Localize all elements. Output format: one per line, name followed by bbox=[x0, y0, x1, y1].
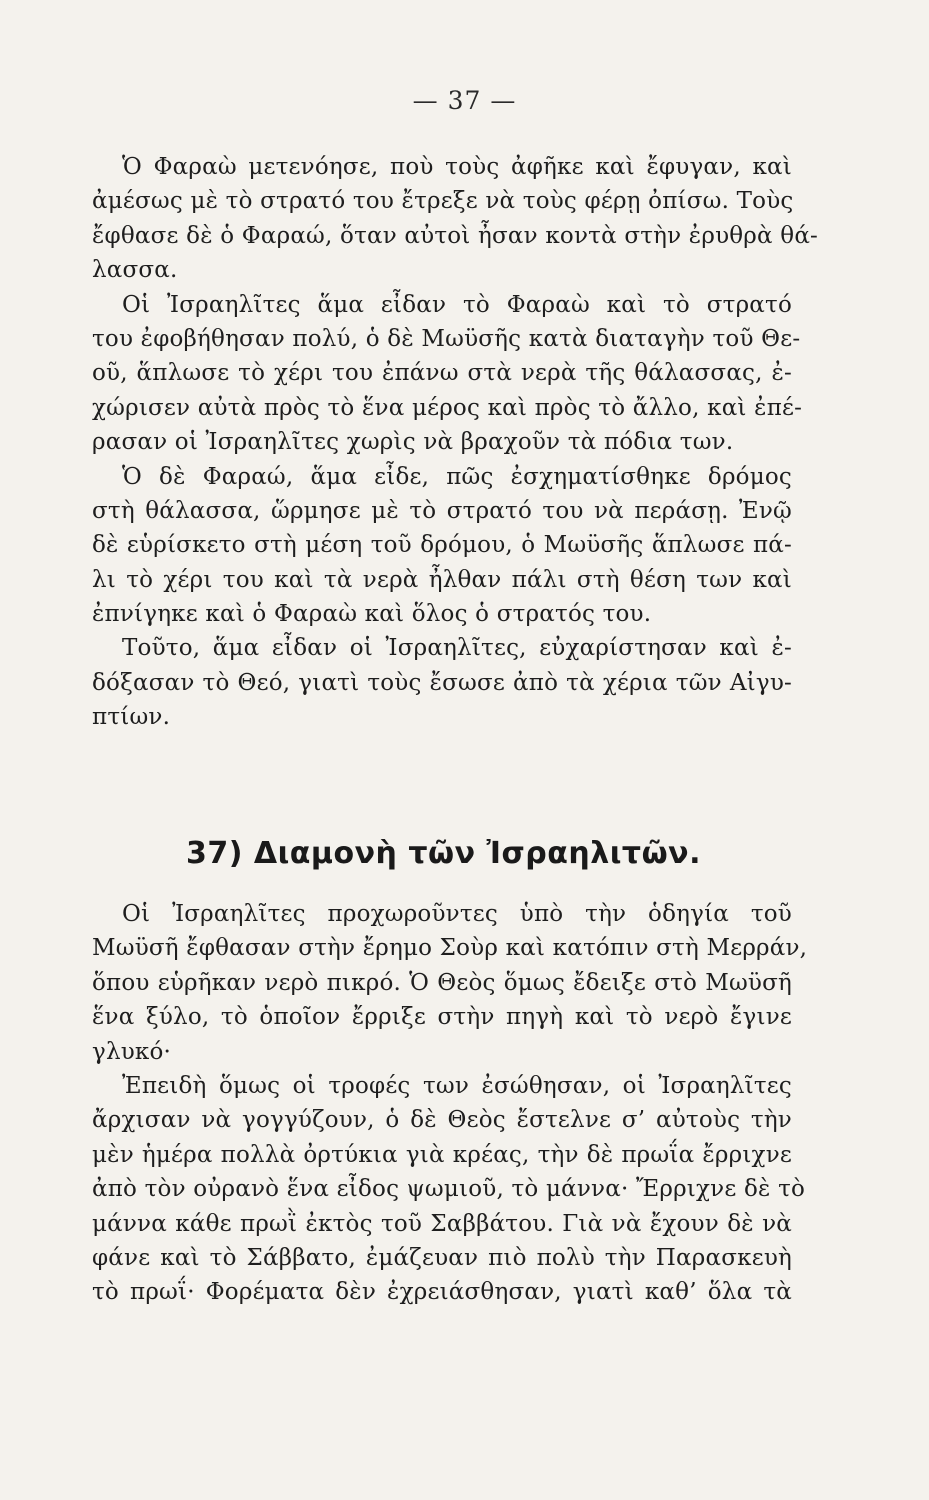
text-line: ἕνα ξύλο, τὸ ὁποῖον ἔρριξε στὴν πηγὴ καὶ τὸ νερὸ ἔγινε bbox=[92, 1004, 792, 1031]
text-line: πτίων. bbox=[92, 704, 171, 731]
text-line: ἀμέσως μὲ τὸ στρατό του ἔτρεξε νὰ τοὺς φέρῃ ὀπίσω. Τοὺς bbox=[92, 188, 794, 215]
text-line: στὴ θάλασσα, ὥρμησε μὲ τὸ στρατό του νὰ περάσῃ. Ἐνῷ bbox=[92, 497, 792, 524]
text-line: ἄρχισαν νὰ γογγύζουν, ὁ δὲ Θεὸς ἔστελνε σ’ αὐτοὺς τὴν bbox=[92, 1107, 792, 1134]
text-line: λασσα. bbox=[92, 257, 178, 284]
text-line: φάνε καὶ τὸ Σάββατο, ἐμάζευαν πιὸ πολὺ τὴν Παρασκευὴ bbox=[92, 1244, 792, 1271]
text-line: γλυκό· bbox=[92, 1038, 172, 1065]
text-line: δόξασαν τὸ Θεό, γιατὶ τοὺς ἔσωσε ἀπὸ τὰ χέρια τῶν Αἰγυ- bbox=[92, 669, 792, 696]
text-line: ὅπου εὑρῆκαν νερὸ πικρό. Ὁ Θεὸς ὅμως ἔδειξε στὸ Μωϋσῆ bbox=[92, 969, 792, 996]
text-line: μάννα κάθε πρωῒ ἐκτὸς τοῦ Σαββάτου. Γιὰ νὰ ἔχουν δὲ νὰ bbox=[92, 1210, 792, 1237]
section-2-text bbox=[92, 897, 808, 1310]
text-line: μὲν ἡμέρα πολλὰ ὀρτύκια γιὰ κρέας, τὴν δὲ πρωΐα ἔρριχνε bbox=[92, 1141, 792, 1168]
page-number: — 37 — bbox=[412, 86, 517, 115]
text-line: Οἱ Ἰσραηλῖτες προχωροῦντες ὑπὸ τὴν ὁδηγία τοῦ bbox=[122, 901, 792, 927]
text-line: του ἐφοβήθησαν πολύ, ὁ δὲ Μωϋσῆς κατὰ διαταγὴν τοῦ Θε- bbox=[92, 325, 801, 352]
text-line: τὸ πρωΐ· Φορέματα δὲν ἐχρειάσθησαν, γιατὶ καθ’ ὅλα τὰ bbox=[92, 1279, 792, 1306]
text-line: οῦ, ἅπλωσε τὸ χέρι του ἐπάνω στὰ νερὰ τῆς θάλασσας, ἐ- bbox=[92, 360, 792, 387]
text-line: ἐπνίγηκε καὶ ὁ Φαραὼ καὶ ὅλος ὁ στρατός του. bbox=[92, 601, 652, 628]
section-1-text bbox=[92, 150, 819, 735]
section-heading: 37) Διαμονὴ τῶν Ἰσραηλιτῶν. bbox=[186, 836, 701, 871]
text-line: χώρισεν αὐτὰ πρὸς τὸ ἕνα μέρος καὶ πρὸς τὸ ἄλλο, καὶ ἐπέ- bbox=[92, 394, 803, 421]
text-line: ἀπὸ τὸν οὐρανὸ ἕνα εἶδος ψωμιοῦ, τὸ μάννα· Ἔρριχνε δὲ τὸ bbox=[92, 1176, 806, 1203]
text-line: λι τὸ χέρι του καὶ τὰ νερὰ ἦλθαν πάλι στὴ θέση των καὶ bbox=[92, 566, 792, 593]
text-line: Οἱ Ἰσραηλῖτες ἅμα εἶδαν τὸ Φαραὼ καὶ τὸ στρατό bbox=[122, 291, 792, 318]
text-line: Ὁ δὲ Φαραώ, ἅμα εἶδε, πῶς ἐσχηματίσθηκε δρόμος bbox=[122, 463, 792, 490]
text-line: Τοῦτο, ἅμα εἶδαν οἱ Ἰσραηλῖτες, εὐχαρίστησαν καὶ ἐ- bbox=[122, 635, 792, 662]
text-line: Ἐπειδὴ ὅμως οἱ τροφές των ἐσώθησαν, οἱ Ἰσραηλῖτες bbox=[122, 1072, 792, 1099]
text-line: δὲ εὑρίσκετο στὴ μέση τοῦ δρόμου, ὁ Μωϋσῆς ἅπλωσε πά- bbox=[92, 532, 792, 559]
text-line: ἔφθασε δὲ ὁ Φαραώ, ὅταν αὐτοὶ ἦσαν κοντὰ στὴν ἐρυθρὰ θά- bbox=[92, 222, 819, 249]
text-line: ρασαν οἱ Ἰσραηλῖτες χωρὶς νὰ βραχοῦν τὰ πόδια των. bbox=[92, 429, 734, 456]
text-line: Μωϋσῆ ἔφθασαν στὴν ἔρημο Σοὺρ καὶ κατόπιν στὴ Μερράν, bbox=[92, 935, 808, 962]
text-line: Ὁ Φαραὼ μετενόησε, ποὺ τοὺς ἀφῆκε καὶ ἔφυγαν, καὶ bbox=[122, 154, 792, 180]
